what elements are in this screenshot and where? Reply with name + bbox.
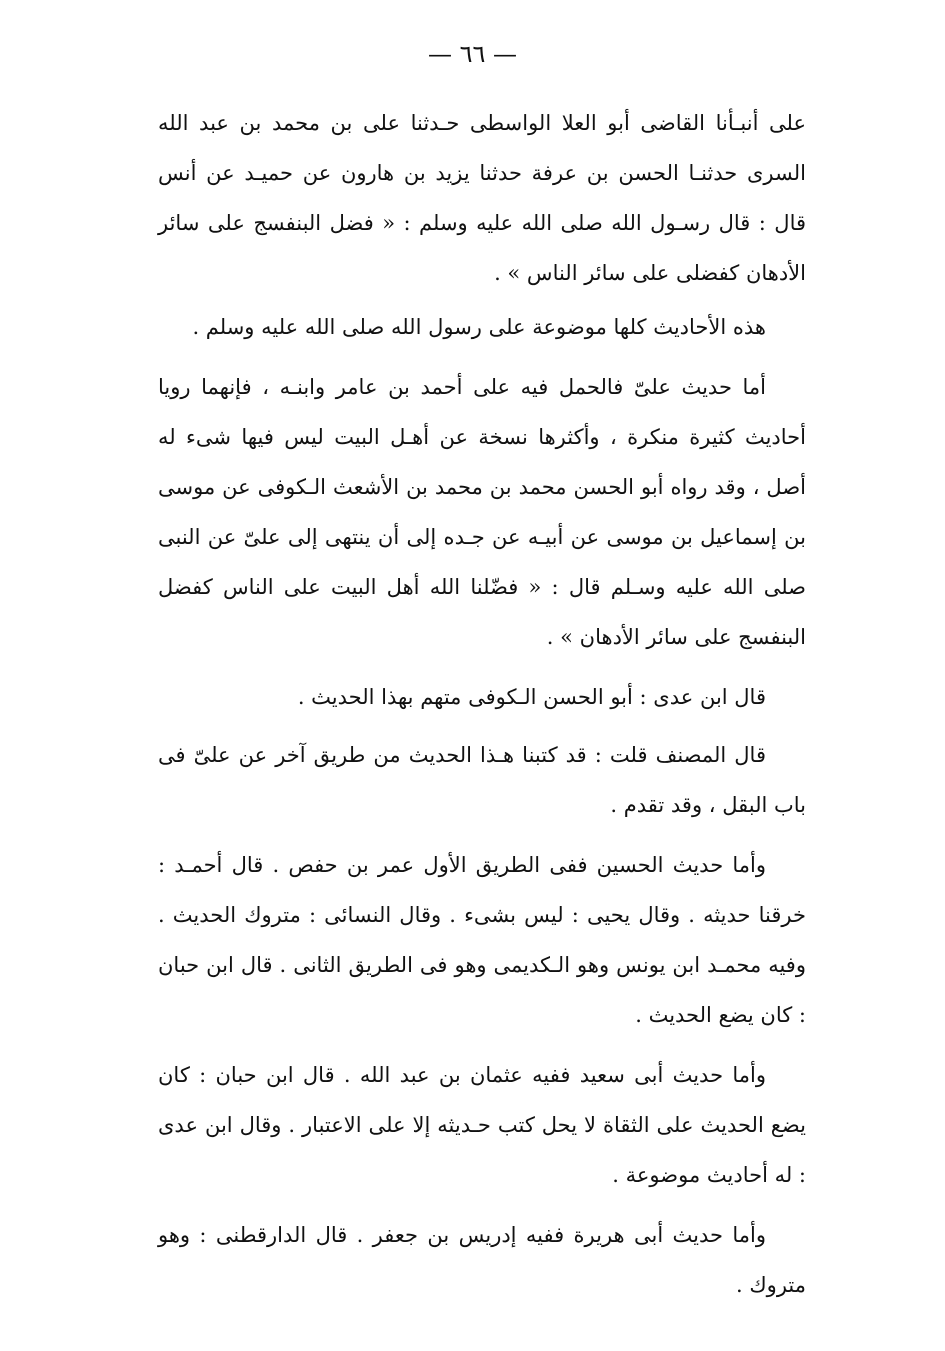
paragraph-3: أما حديث علىّ فالحمل فيه على أحمد بن عامر وابنـه ، فإنهما رويا أحاديث كثيرة منكرة ، وأكثرها نسخة عن أهـل البيت ليس فيها شىء له أصل ، وقد رواه أبو الحسن محمد بن محمد بن الأشعث الـكوفى عن موسى بن إسماعيل بن موسى عن أبيـه عن جـده إلى أن ينتهى إلى علىّ عن النبى صلى الله عليه وسـلم قال : « فضّلنا الله أهل البيت على الناس كفضل البنفسج على سائر الأدهان » .	[158, 375, 806, 649]
paragraph-6: وأما حديث الحسين ففى الطريق الأول عمر بن حفص . قال أحمـد : خرقنا حديثه . وقال يحيى : ليس بشىء . وقال النسائى : متروك الحديث . وفيه محمـد ابن يونس وهو الـكديمى وهو فى الطريق الثانى . قال ابن حبان : كان يضع الحديث .	[158, 853, 806, 1027]
paragraph-4: قال ابن عدى : أبو الحسن الـكوفى متهم بهذا الحديث .	[297, 685, 766, 709]
paragraph-7: وأما حديث أبى سعيد ففيه عثمان بن عبد الله . قال ابن حبان : كان يضع الحديث على الثقاة لا يحل كتب حـديثه إلا على الاعتبار . وقال ابن عدى : له أحاديث موضوعة .	[158, 1063, 806, 1187]
paragraph-8: وأما حديث أبى هريرة ففيه إدريس بن جعفر . قال الدارقطنى : وهو متروك .	[158, 1223, 806, 1297]
paragraph-5: قال المصنف قلت : قد كتبنا هـذا الحديث من طريق آخر عن علىّ فى باب البقل ، وقد تقدم .	[158, 743, 806, 817]
page-number: — ٦٦ —	[427, 40, 518, 68]
paragraph-2: هذه الأحاديث كلها موضوعة على رسول الله صلى الله عليه وسلم .	[192, 315, 766, 339]
body-text	[158, 98, 806, 1310]
paragraph-1: على أنبـأنا القاضى أبو العلا الواسطى حـدثنا على بن محمد بن عبد الله السرى حدثنـا الحسن بن عرفة حدثنا يزيد بن هارون عن حميـد عن أنس قال : قال رسـول الله صلى الله عليه وسلم : « فضل البنفسج على سائر الأدهان كفضلى على سائر الناس » .	[158, 111, 806, 285]
